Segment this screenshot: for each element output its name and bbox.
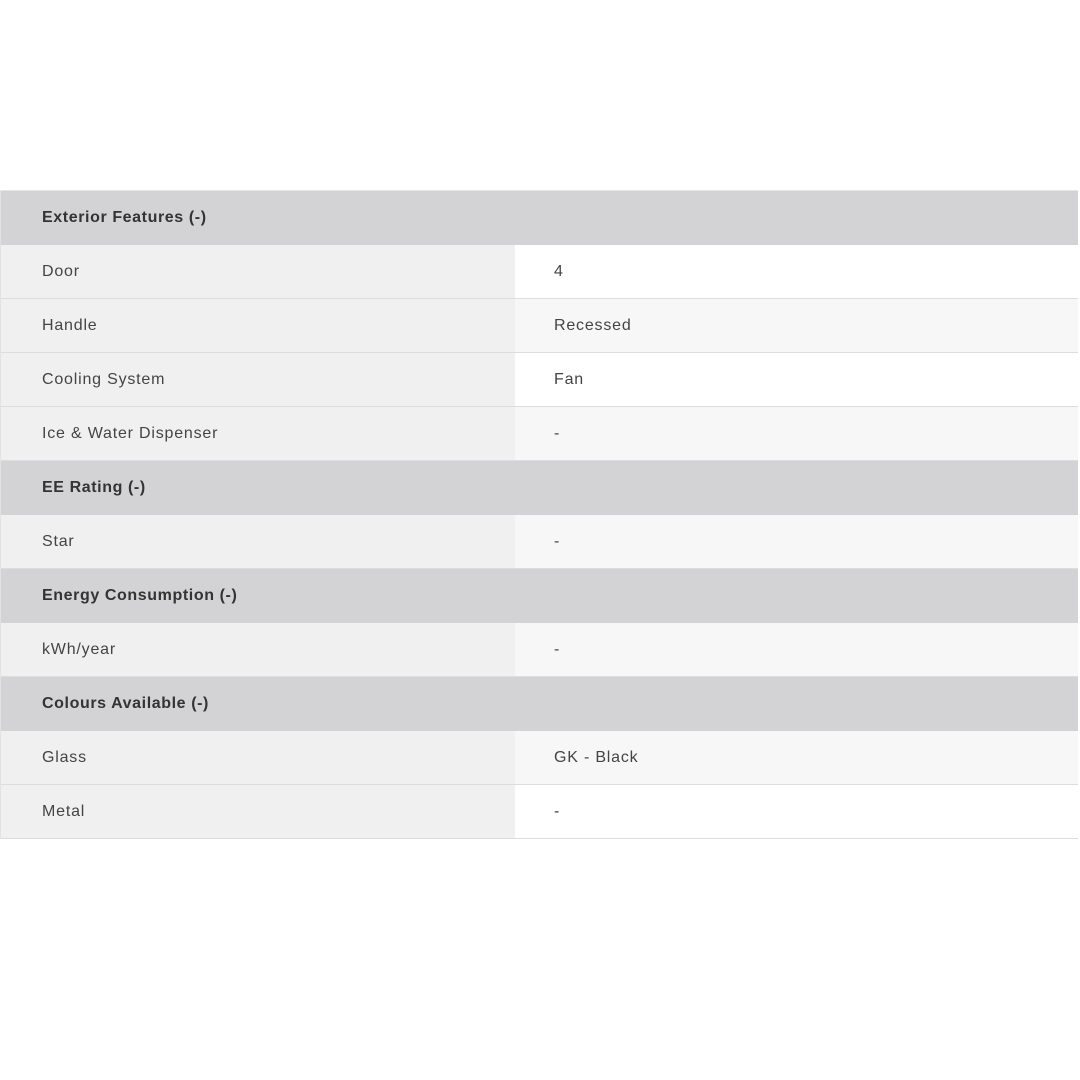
section-header-ee-rating[interactable]: EE Rating (-) <box>1 461 1078 515</box>
table-row <box>1 407 1078 461</box>
spec-table <box>0 190 1078 839</box>
spec-value: - <box>515 407 1078 460</box>
spec-value: Recessed <box>515 299 1078 352</box>
spec-value: 4 <box>515 245 1078 298</box>
table-row <box>1 299 1078 353</box>
spec-label: Star <box>1 515 515 568</box>
spec-value: - <box>515 785 1078 838</box>
spec-label: Door <box>1 245 515 298</box>
spec-label: Metal <box>1 785 515 838</box>
section-header-colours-available[interactable]: Colours Available (-) <box>1 677 1078 731</box>
table-row <box>1 245 1078 299</box>
table-row <box>1 353 1078 407</box>
spec-label: Glass <box>1 731 515 784</box>
spec-label: kWh/year <box>1 623 515 676</box>
spec-label: Handle <box>1 299 515 352</box>
table-row <box>1 623 1078 677</box>
spec-value: - <box>515 515 1078 568</box>
spec-label: Cooling System <box>1 353 515 406</box>
spec-label: Ice & Water Dispenser <box>1 407 515 460</box>
section-header-energy-consumption[interactable]: Energy Consumption (-) <box>1 569 1078 623</box>
spec-value: Fan <box>515 353 1078 406</box>
spec-value: GK - Black <box>515 731 1078 784</box>
section-header-exterior-features[interactable]: Exterior Features (-) <box>1 191 1078 245</box>
table-row <box>1 785 1078 839</box>
table-row <box>1 731 1078 785</box>
table-row <box>1 515 1078 569</box>
spec-value: - <box>515 623 1078 676</box>
